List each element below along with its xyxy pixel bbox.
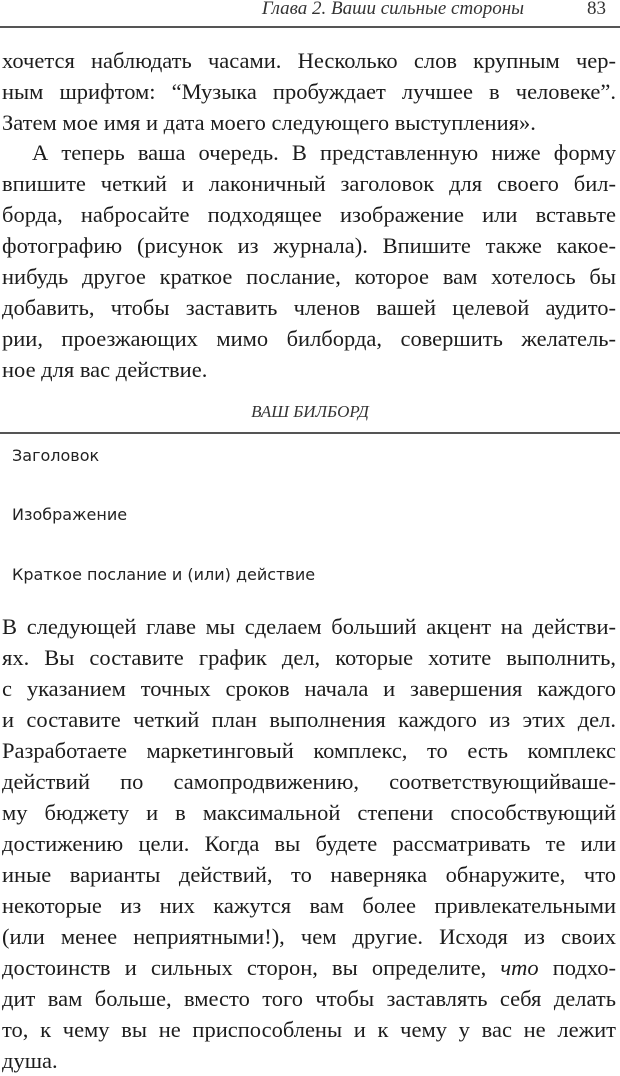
billboard-title: ВАШ БИЛБОРД	[251, 402, 369, 421]
text-line: хочется наблюдать часами. Несколько слов крупным чер-	[2, 48, 616, 73]
text-line: борда, набросайте подходящее изображение или вставьте	[2, 202, 616, 227]
text-line: рии, проезжающих мимо билборда, совершить желатель-	[2, 326, 616, 351]
text-line: с указанием точных сроков начала и завершения каждого	[2, 676, 616, 701]
text-line: ях. Вы составите график дел, которые хотите выполнить,	[2, 645, 616, 670]
paragraph-1	[2, 45, 616, 138]
text-line: то, к чему вы не приспособлены и к чему у вас не лежит	[2, 1017, 616, 1042]
text-line: иные варианты действий, то наверняка обнаружите, что	[2, 862, 616, 887]
text-line: Затем мое имя и дата моего следующего выступления».	[2, 110, 536, 135]
field-headline-label: Заголовок	[12, 446, 100, 465]
text-line: впишите четкий и лаконичный заголовок для своего бил-	[2, 171, 616, 196]
text-line: ное для вас действие.	[2, 357, 208, 382]
text-line: фотографию (рисунок из журнала). Впишите также какое-	[2, 233, 616, 258]
text-line: му бюджету и в максимальной степени способствующий	[2, 800, 616, 825]
chapter-title: Глава 2. Ваши сильные стороны	[261, 0, 524, 19]
page-number: 83	[587, 0, 606, 19]
text-segment: достоинств и сильных сторон, вы определите,	[2, 955, 501, 980]
text-line: Разработаете маркетинговый комплекс, то есть комплекс	[2, 738, 616, 763]
field-image-label: Изображение	[12, 505, 128, 524]
text-segment: подхо-	[538, 955, 616, 980]
field-message-label: Краткое послание и (или) действие	[12, 565, 316, 584]
text-line	[2, 952, 616, 983]
billboard-rule	[0, 432, 620, 434]
text-line: душа.	[2, 1048, 58, 1073]
text-line: действий по самопродвижению, соответствующийваше-	[2, 769, 616, 794]
emphasis-text: что	[500, 955, 539, 980]
text-line: добавить, чтобы заставить членов вашей целевой аудито-	[2, 295, 616, 320]
text-line: дит вам больше, вместо того чтобы заставлять себя делать	[2, 986, 616, 1011]
text-line: и составите четкий план выполнения каждого из этих дел.	[2, 707, 616, 732]
running-head	[0, 0, 612, 24]
paragraph-3	[2, 611, 616, 1076]
text-line: некоторые из них кажутся вам более привлекательными	[2, 893, 616, 918]
header-rule	[0, 26, 620, 28]
text-line: В следующей главе мы сделаем больший акцент на действи-	[2, 614, 616, 639]
text-line: нибудь другое краткое послание, которое вам хотелось бы	[2, 264, 616, 289]
text-line: А теперь ваша очередь. В представленную ниже форму	[32, 140, 616, 165]
text-line: достижению цели. Когда вы будете рассматривать те или	[2, 831, 616, 856]
text-line: (или менее неприятными!), чем другие. Исходя из своих	[2, 924, 616, 949]
paragraph-2	[2, 137, 616, 385]
text-line: ным шрифтом: “Музыка пробуждает лучшее в человеке”.	[2, 79, 616, 104]
